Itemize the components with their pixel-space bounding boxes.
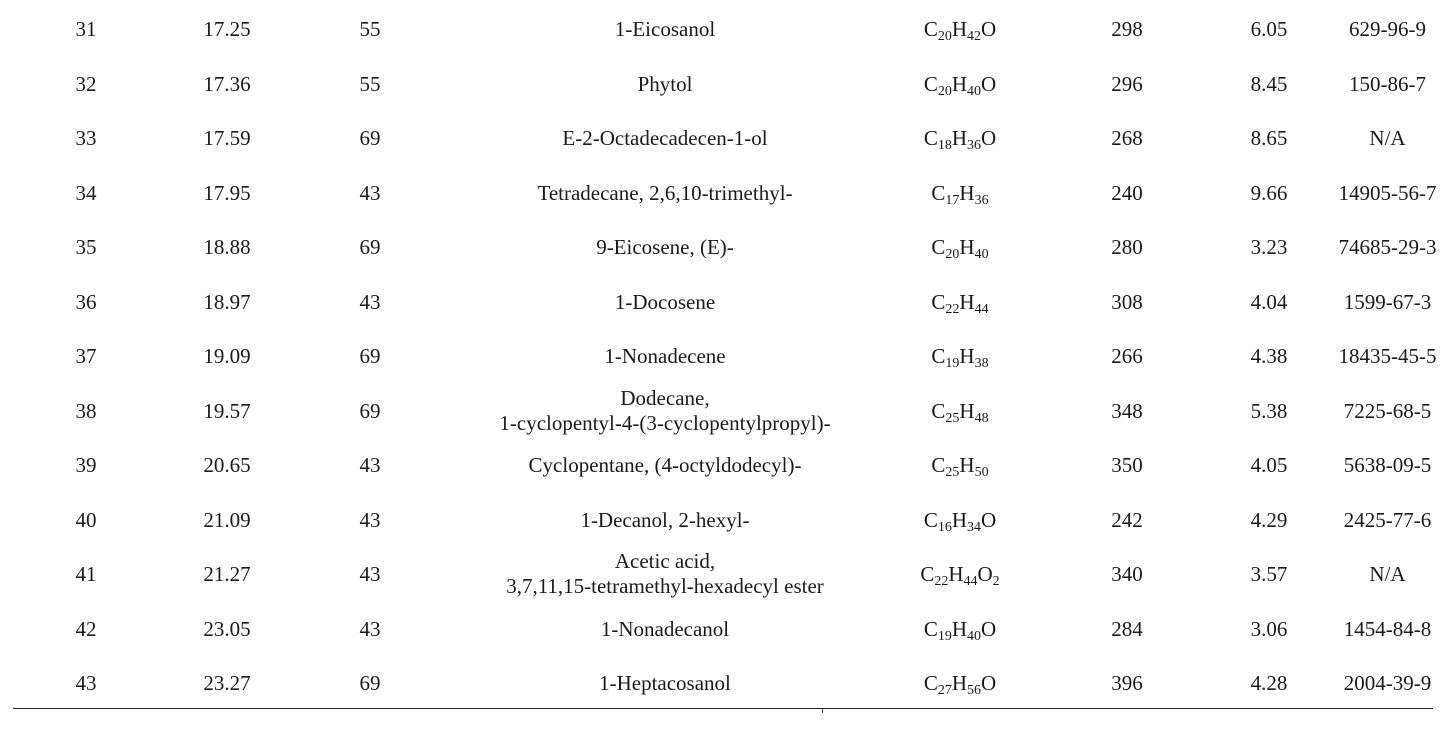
molecular-weight-cell: 240 [1111, 180, 1143, 205]
row-number-cell: 42 [75, 616, 97, 641]
table-row [0, 2, 1443, 57]
formula-subscript: 25 [945, 465, 960, 481]
molecular-weight-cell: 350 [1111, 453, 1143, 478]
retention-time-cell: 17.95 [203, 180, 251, 205]
compound-table [0, 2, 1443, 711]
formula-cell [872, 329, 1048, 384]
base-peak-cell: 43 [359, 616, 381, 641]
base-peak-cell: 55 [359, 71, 381, 96]
retention-time-cell: 17.25 [203, 17, 251, 42]
cas-number-cell: 18435-45-5 [1338, 344, 1437, 369]
table-row [0, 493, 1443, 548]
retention-time-cell: 21.27 [203, 562, 251, 587]
row-number-cell: 35 [75, 235, 97, 260]
retention-time-cell: 17.59 [203, 126, 251, 151]
formula-element: C [931, 344, 946, 369]
retention-time-cell: 18.97 [203, 289, 251, 314]
compound-name-line: E-2-Octadecadecen-1-ol [562, 126, 768, 151]
formula-element: C [923, 616, 938, 641]
rule-tick-mark [822, 709, 823, 713]
compound-name-cell [458, 493, 872, 548]
formula-cell [872, 220, 1048, 275]
table-bottom-rule [13, 708, 1433, 709]
peak-area-cell: 4.38 [1250, 344, 1288, 369]
formula-subscript: 17 [945, 192, 960, 208]
formula-cell [872, 2, 1048, 57]
compound-name-cell [458, 275, 872, 330]
formula-subscript: 19 [945, 356, 960, 372]
compound-name-cell [458, 2, 872, 57]
formula-element: O [981, 17, 997, 42]
molecular-weight-cell: 348 [1111, 398, 1143, 423]
formula-element: H [951, 126, 967, 151]
formula-element: O [981, 71, 997, 96]
cas-number-cell: 1599-67-3 [1343, 289, 1432, 314]
peak-area-cell: 3.23 [1250, 235, 1288, 260]
formula-subscript: 40 [967, 628, 981, 644]
table-row [0, 111, 1443, 166]
formula-element: H [959, 398, 975, 423]
formula-subscript: 40 [967, 83, 981, 99]
compound-name-line: 1-Nonadecene [604, 344, 726, 369]
row-number-cell: 31 [75, 17, 97, 42]
formula-element: C [931, 453, 946, 478]
row-number-cell: 34 [75, 180, 97, 205]
compound-name-cell [458, 220, 872, 275]
compound-name-line: 9-Eicosene, (E)- [596, 235, 734, 260]
peak-area-cell: 4.05 [1250, 453, 1288, 478]
peak-area-cell: 4.28 [1250, 671, 1288, 696]
formula-subscript: 50 [974, 465, 989, 481]
formula-subscript: 25 [945, 410, 960, 426]
formula-element: H [951, 671, 967, 696]
compound-table-container [0, 2, 1443, 711]
cas-number-cell: 2004-39-9 [1343, 671, 1432, 696]
formula-subscript: 56 [967, 683, 981, 699]
base-peak-cell: 55 [359, 17, 381, 42]
formula-subscript: 19 [937, 628, 952, 644]
formula-element: C [931, 398, 946, 423]
formula-element: H [959, 289, 975, 314]
base-peak-cell: 43 [359, 289, 381, 314]
cas-number-cell: 2425-77-6 [1343, 507, 1432, 532]
base-peak-cell: 69 [359, 344, 381, 369]
compound-name-line: 3,7,11,15-tetramethyl-hexadecyl ester [506, 574, 824, 599]
formula-element: C [923, 71, 938, 96]
table-row [0, 57, 1443, 112]
formula-subscript: 18 [937, 138, 952, 154]
retention-time-cell: 20.65 [203, 453, 251, 478]
cas-number-cell: 1454-84-8 [1343, 616, 1432, 641]
formula-element: C [931, 289, 946, 314]
formula-element: O [981, 507, 997, 532]
base-peak-cell: 43 [359, 507, 381, 532]
formula-subscript: 22 [945, 301, 960, 317]
formula-subscript: 44 [963, 574, 978, 590]
formula-element: C [923, 126, 938, 151]
compound-name-line: 1-Eicosanol [614, 17, 716, 42]
formula-cell [872, 57, 1048, 112]
formula-element: H [951, 71, 967, 96]
row-number-cell: 36 [75, 289, 97, 314]
molecular-weight-cell: 280 [1111, 235, 1143, 260]
compound-name-cell [458, 329, 872, 384]
table-row [0, 329, 1443, 384]
row-number-cell: 37 [75, 344, 97, 369]
table-row [0, 602, 1443, 657]
compound-name-line: 1-Heptacosanol [599, 671, 731, 696]
formula-element: H [951, 17, 967, 42]
compound-name-line: 1-Decanol, 2-hexyl- [580, 507, 750, 532]
molecular-weight-cell: 268 [1111, 126, 1143, 151]
base-peak-cell: 69 [359, 398, 381, 423]
base-peak-cell: 69 [359, 126, 381, 151]
row-number-cell: 39 [75, 453, 97, 478]
formula-subscript: 20 [945, 247, 960, 263]
formula-cell [872, 384, 1048, 439]
base-peak-cell: 43 [359, 180, 381, 205]
table-row [0, 656, 1443, 711]
formula-element: O [981, 126, 997, 151]
formula-element: C [931, 235, 946, 260]
formula-cell [872, 602, 1048, 657]
formula-subscript: 34 [967, 519, 981, 535]
formula-element: C [923, 507, 938, 532]
retention-time-cell: 23.27 [203, 671, 251, 696]
formula-subscript: 38 [974, 356, 989, 372]
retention-time-cell: 17.36 [203, 71, 251, 96]
formula-element: H [951, 616, 967, 641]
cas-number-cell: N/A [1369, 126, 1406, 151]
formula-subscript: 20 [937, 29, 952, 45]
cas-number-cell: 74685-29-3 [1338, 235, 1437, 260]
table-row [0, 275, 1443, 330]
formula-element: C [920, 562, 935, 587]
molecular-weight-cell: 296 [1111, 71, 1143, 96]
molecular-weight-cell: 340 [1111, 562, 1143, 587]
compound-name-line: 1-cyclopentyl-4-(3-cyclopentylpropyl)- [499, 410, 831, 435]
molecular-weight-cell: 308 [1111, 289, 1143, 314]
table-row [0, 220, 1443, 275]
compound-name-cell [458, 438, 872, 493]
compound-name-cell [458, 166, 872, 221]
peak-area-cell: 5.38 [1250, 398, 1288, 423]
formula-element: O [981, 671, 997, 696]
formula-subscript: 16 [937, 519, 952, 535]
base-peak-cell: 69 [359, 671, 381, 696]
peak-area-cell: 8.65 [1250, 126, 1288, 151]
formula-subscript: 36 [967, 138, 981, 154]
formula-element: C [923, 671, 938, 696]
formula-cell [872, 166, 1048, 221]
compound-name-cell [458, 547, 872, 602]
compound-name-cell [458, 656, 872, 711]
compound-name-cell [458, 384, 872, 439]
retention-time-cell: 19.09 [203, 344, 251, 369]
row-number-cell: 33 [75, 126, 97, 151]
formula-subscript: 20 [937, 83, 952, 99]
formula-subscript: 2 [992, 574, 1000, 590]
peak-area-cell: 3.57 [1250, 562, 1288, 587]
formula-element: C [931, 180, 946, 205]
formula-element: O [977, 562, 993, 587]
cas-number-cell: 150-86-7 [1349, 71, 1426, 96]
retention-time-cell: 21.09 [203, 507, 251, 532]
compound-name-line: Tetradecane, 2,6,10-trimethyl- [537, 180, 793, 205]
peak-area-cell: 4.04 [1250, 289, 1288, 314]
cas-number-cell: N/A [1369, 562, 1406, 587]
compound-name-line: Acetic acid, [614, 549, 716, 574]
molecular-weight-cell: 242 [1111, 507, 1143, 532]
formula-subscript: 36 [974, 192, 989, 208]
retention-time-cell: 23.05 [203, 616, 251, 641]
formula-element: O [981, 616, 997, 641]
formula-element: H [959, 180, 975, 205]
molecular-weight-cell: 298 [1111, 17, 1143, 42]
base-peak-cell: 43 [359, 453, 381, 478]
cas-number-cell: 7225-68-5 [1343, 398, 1432, 423]
formula-element: H [951, 507, 967, 532]
formula-element: H [959, 235, 975, 260]
formula-subscript: 22 [934, 574, 949, 590]
base-peak-cell: 69 [359, 235, 381, 260]
molecular-weight-cell: 396 [1111, 671, 1143, 696]
formula-subscript: 44 [974, 301, 989, 317]
table-row [0, 438, 1443, 493]
formula-cell [872, 656, 1048, 711]
compound-name-cell [458, 57, 872, 112]
row-number-cell: 43 [75, 671, 97, 696]
row-number-cell: 40 [75, 507, 97, 532]
row-number-cell: 38 [75, 398, 97, 423]
table-row [0, 384, 1443, 439]
peak-area-cell: 9.66 [1250, 180, 1288, 205]
compound-name-line: Dodecane, [620, 385, 710, 410]
cas-number-cell: 5638-09-5 [1343, 453, 1432, 478]
table-row [0, 547, 1443, 602]
peak-area-cell: 8.45 [1250, 71, 1288, 96]
formula-subscript: 27 [937, 683, 952, 699]
table-row [0, 166, 1443, 221]
compound-name-cell [458, 111, 872, 166]
formula-cell [872, 111, 1048, 166]
molecular-weight-cell: 284 [1111, 616, 1143, 641]
formula-element: C [923, 17, 938, 42]
retention-time-cell: 19.57 [203, 398, 251, 423]
compound-name-line: 1-Docosene [614, 289, 716, 314]
formula-cell [872, 275, 1048, 330]
row-number-cell: 41 [75, 562, 97, 587]
formula-cell [872, 438, 1048, 493]
row-number-cell: 32 [75, 71, 97, 96]
compound-name-line: 1-Nonadecanol [600, 616, 730, 641]
formula-element: H [959, 453, 975, 478]
cas-number-cell: 629-96-9 [1349, 17, 1426, 42]
cas-number-cell: 14905-56-7 [1338, 180, 1437, 205]
peak-area-cell: 6.05 [1250, 17, 1288, 42]
formula-element: H [959, 344, 975, 369]
formula-subscript: 48 [974, 410, 989, 426]
formula-element: H [948, 562, 964, 587]
peak-area-cell: 4.29 [1250, 507, 1288, 532]
molecular-weight-cell: 266 [1111, 344, 1143, 369]
compound-name-line: Phytol [637, 71, 693, 96]
compound-name-line: Cyclopentane, (4-octyldodecyl)- [528, 453, 802, 478]
formula-cell [872, 547, 1048, 602]
formula-subscript: 40 [974, 247, 989, 263]
retention-time-cell: 18.88 [203, 235, 251, 260]
formula-subscript: 42 [967, 29, 981, 45]
compound-name-cell [458, 602, 872, 657]
formula-cell [872, 493, 1048, 548]
table-body [0, 2, 1443, 711]
base-peak-cell: 43 [359, 562, 381, 587]
peak-area-cell: 3.06 [1250, 616, 1288, 641]
